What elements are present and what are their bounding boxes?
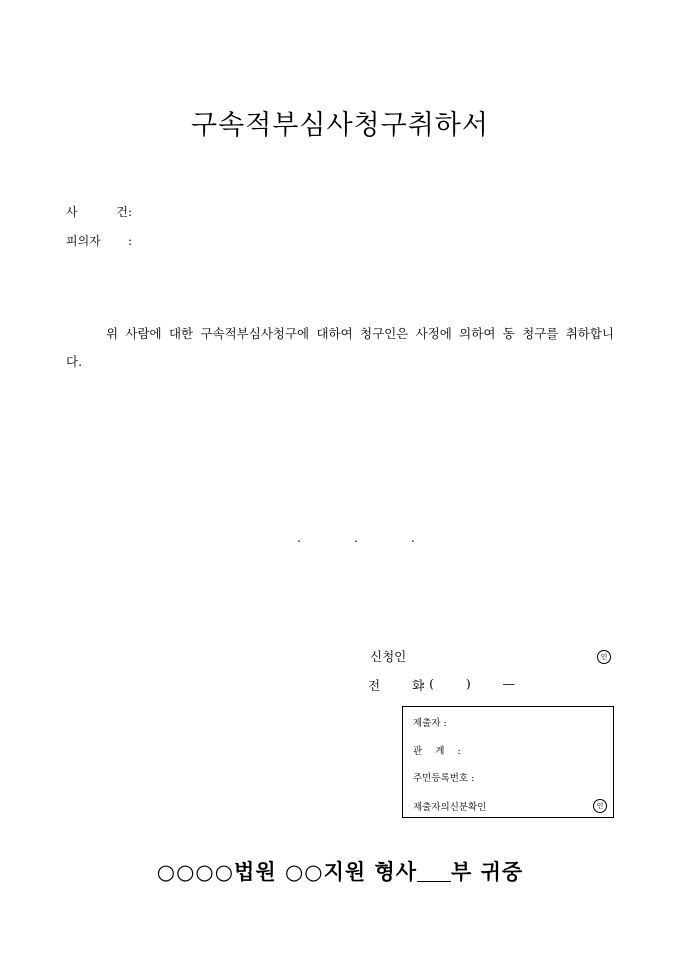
document-title: 구속적부심사청구취하서 [191,110,489,141]
suspect-label: 피의자 [66,234,101,248]
identity-check-label: 제출자의신분확인 [413,802,487,813]
court-prefix: ○○○○법원 ○○지원 형사 [156,859,418,884]
suspect-colon: : [128,234,133,248]
phone-value: : ( ) — [421,676,516,691]
phone-label: 전 화 [368,678,439,693]
date-dot-day: . [411,531,415,545]
case-colon: : [128,205,133,219]
date-dot-month: . [354,531,358,545]
id-number-label: 주민등록번호 : [413,773,475,784]
submitter-label: 제출자 : [413,718,447,729]
department-blank [417,861,451,882]
case-field [66,203,132,220]
relation-label: 관 계 : [413,746,461,757]
suspect-field [66,232,132,249]
applicant-label: 신청인 [370,649,407,664]
applicant-seal-icon: 인 [597,650,611,664]
court-address [0,856,680,886]
date-dot-year: . [297,531,301,545]
submitter-box [402,706,614,818]
court-suffix: 부 귀중 [451,859,524,884]
case-label: 사 건 [66,205,128,219]
identity-seal-icon: 인 [593,799,607,813]
body-paragraph: 위 사람에 대한 구속적부심사청구에 대하여 청구인은 사정에 의하여 동 청구를 취하합니다. [66,326,614,369]
